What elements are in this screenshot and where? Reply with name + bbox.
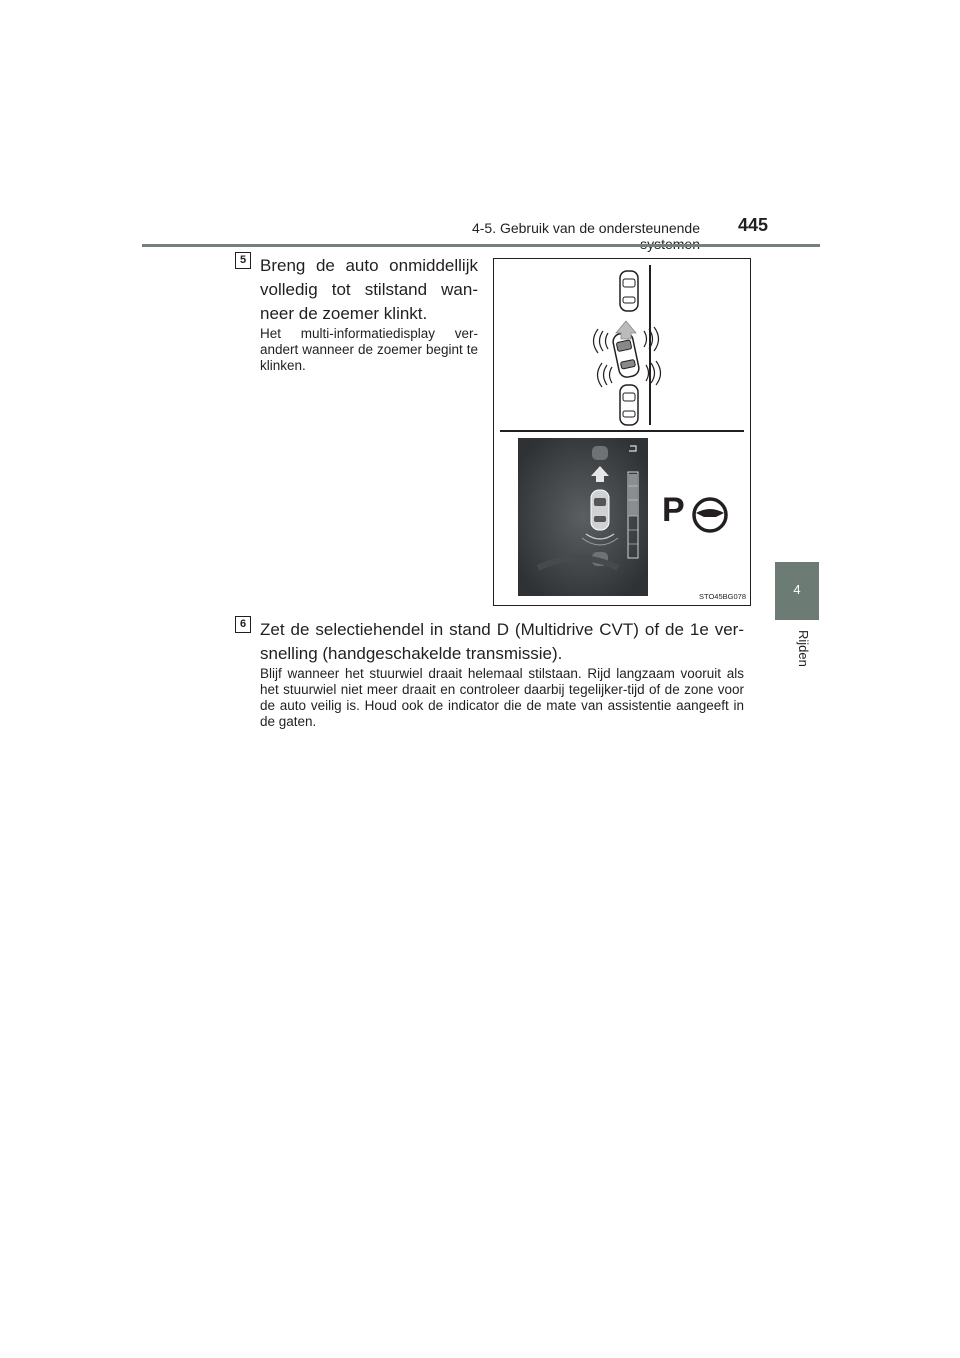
illustration [493, 258, 751, 606]
page-number: 445 [738, 215, 769, 235]
display-graphic [518, 438, 648, 596]
step-5-note: Het multi-informatiedisplay ver-andert wanneer de zoemer begint te klinken. [260, 326, 478, 373]
chapter-tab [775, 562, 819, 620]
multi-information-display [518, 438, 648, 596]
step-6-note: Blijf wanneer het stuurwiel draait helemaal stilstaan. Rijd langzaam vooruit als het stuurwiel niet meer draait en controleer daarbij tegelijker-tijd of de zone voor de auto veilig is. Houd ook de indicator die de mate van assistentie aangeeft in de gaten. [260, 666, 744, 729]
step-marker-5: 5 [235, 252, 251, 269]
figure-divider [500, 430, 744, 432]
p-label: P [662, 491, 685, 529]
figure-code: STO45BG078 [699, 592, 746, 601]
steering-wheel-icon [690, 495, 730, 535]
chapter-tab-number: 4 [793, 582, 801, 597]
step-marker-6: 6 [235, 616, 251, 633]
rear-parked-car-icon [620, 385, 638, 425]
parking-scene-diagram [494, 259, 750, 429]
chapter-label: Rijden [796, 630, 811, 667]
front-obstacle-icon [592, 446, 608, 460]
step-6-text: Zet de selectiehendel in stand D (Multidrive CVT) of de 1e ver-snelling (handgeschakelde transmissie). [260, 620, 744, 663]
front-parked-car-icon [620, 271, 638, 311]
step-5-text: Breng de auto onmiddellijk volledig tot stilstand wan-neer de zoemer klinkt. [260, 256, 478, 323]
section-title: 4-5. Gebruik van de ondersteunende [471, 220, 700, 236]
header-rule [142, 244, 820, 247]
